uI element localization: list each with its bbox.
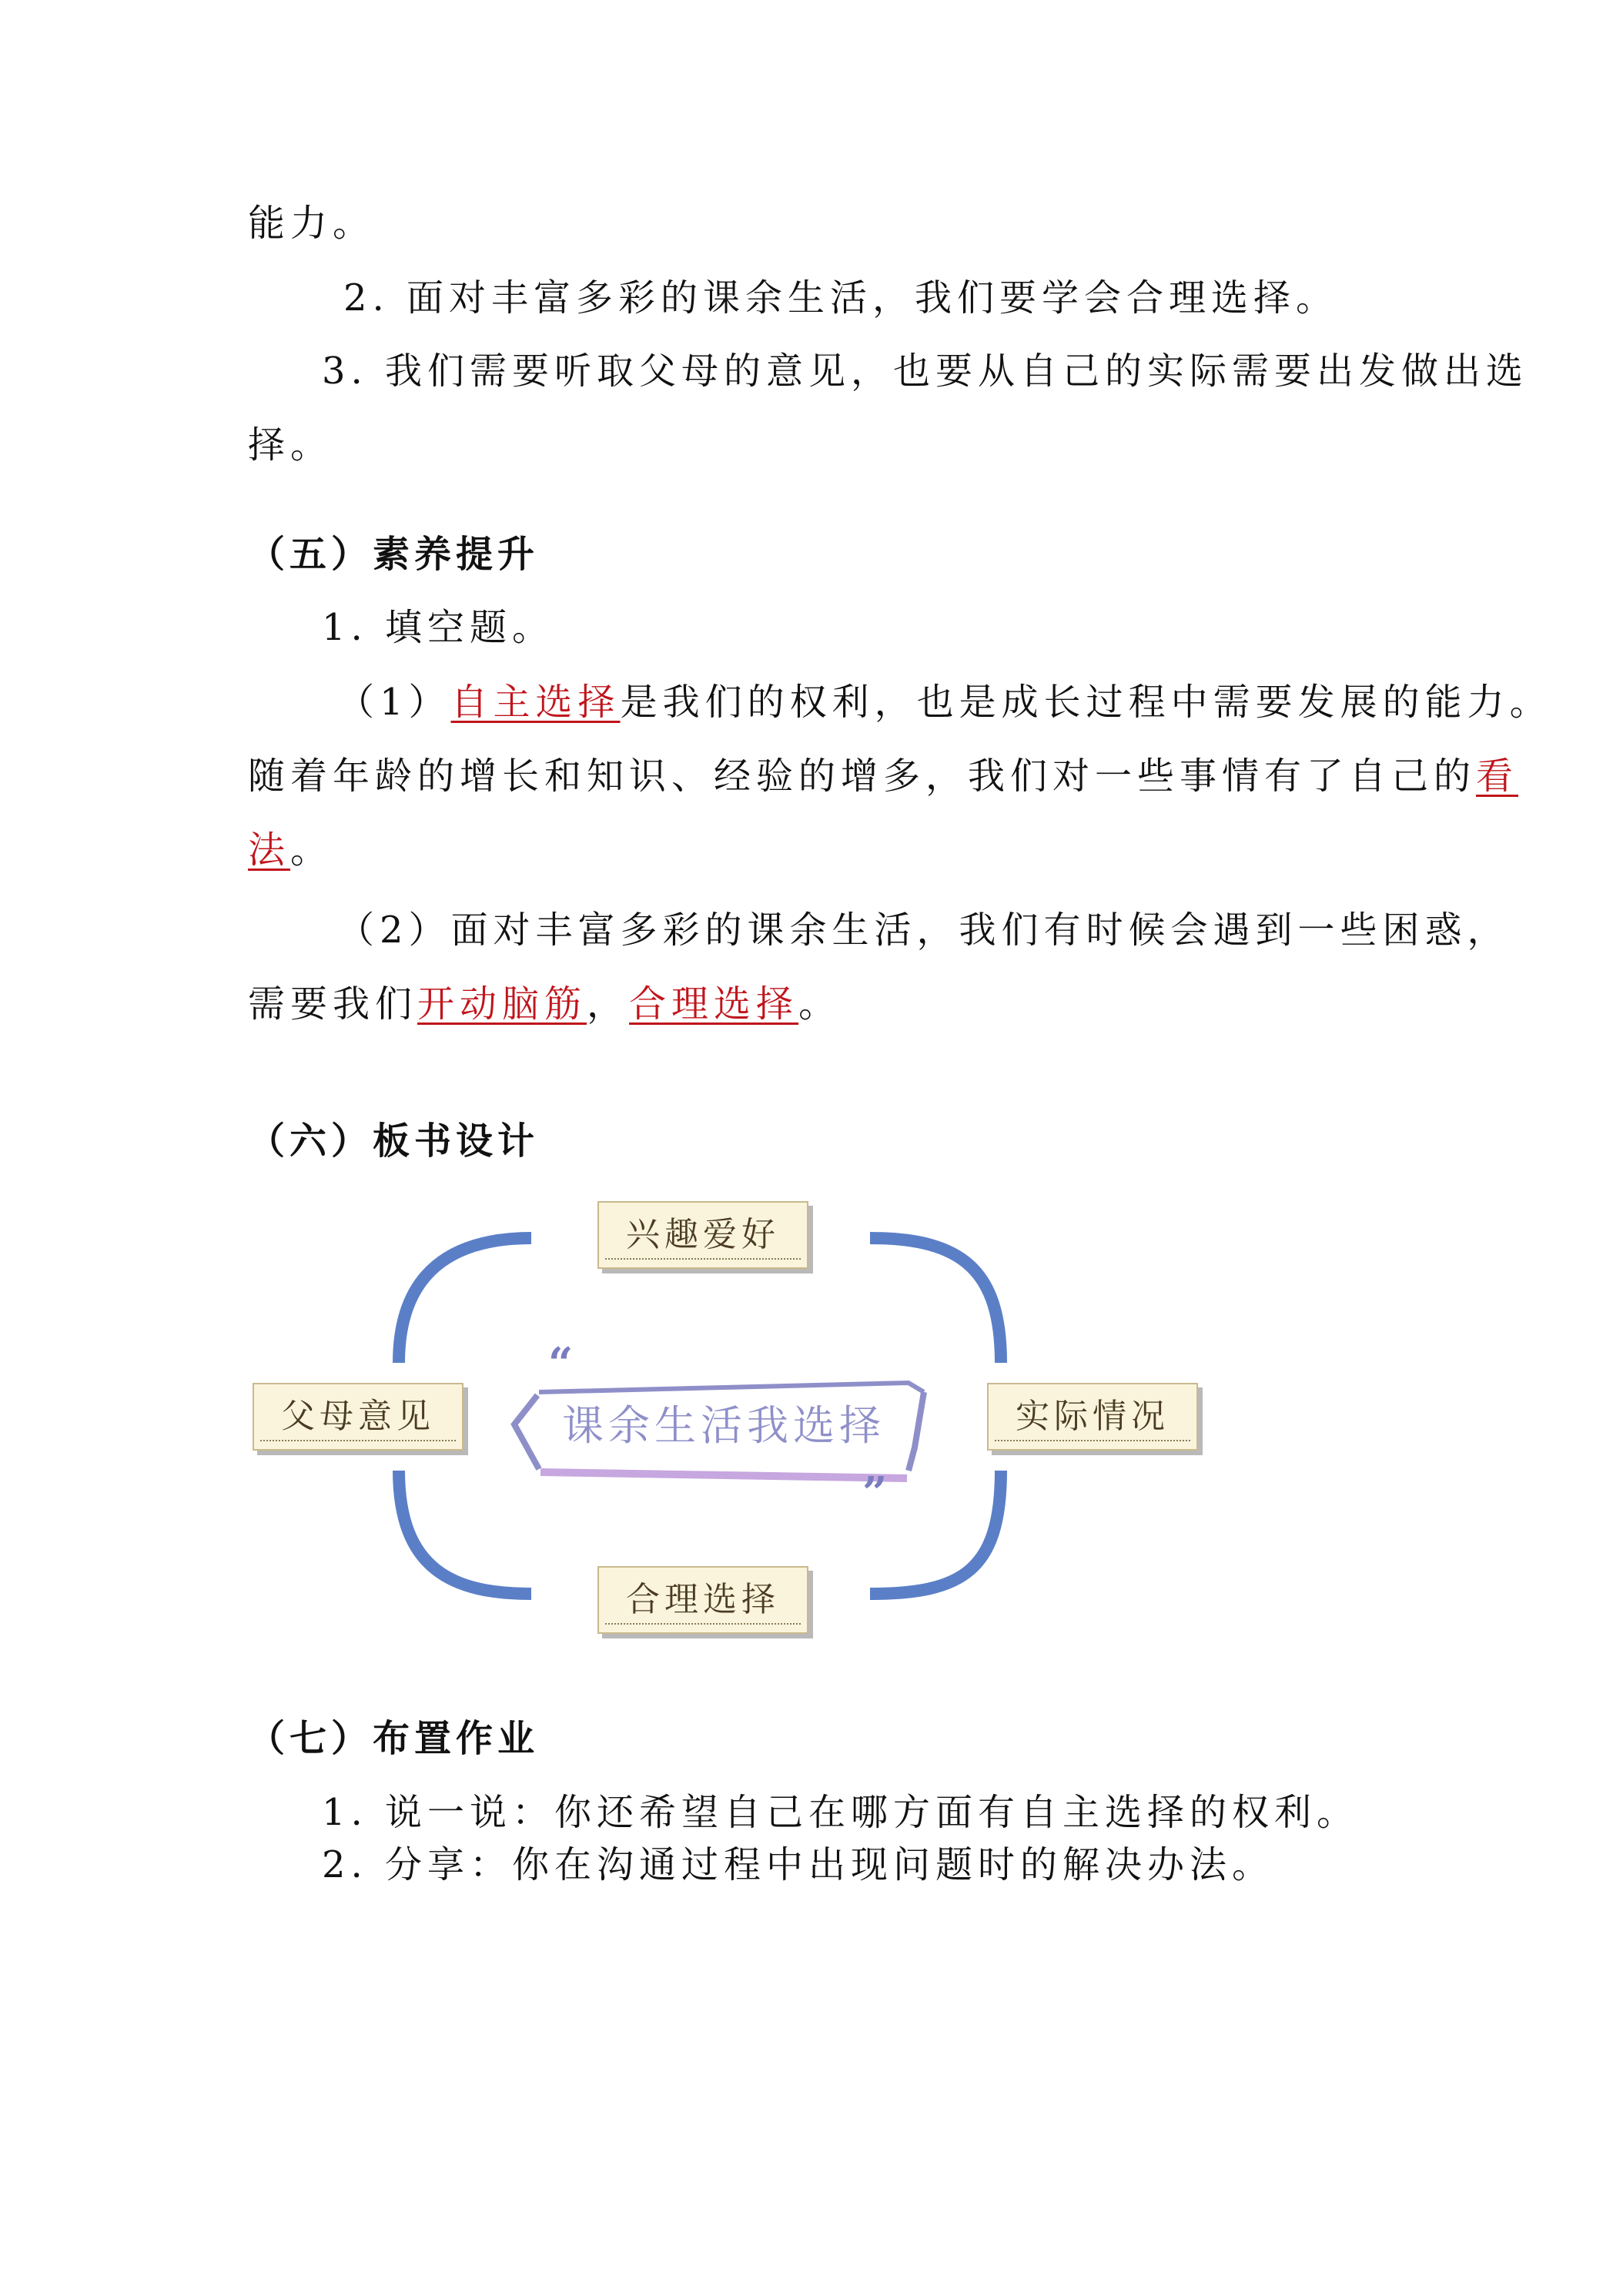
fill-item-1-line3	[248, 825, 333, 875]
board-card-left: 父母意见	[253, 1383, 463, 1451]
homework-item: 2. 分享：你在沟通过程中出现问题时的解决办法。	[322, 1843, 1275, 1886]
answer-text: 自主选择	[450, 681, 621, 724]
section-heading: （六）板书设计	[248, 1120, 540, 1163]
fill-item-2-line2	[248, 979, 841, 1029]
arc-top-right	[870, 1238, 1001, 1363]
answer-text: 合理选择	[629, 982, 799, 1026]
fill-item-1-line2	[248, 751, 1518, 801]
section-heading: （五）素养提升	[248, 533, 540, 576]
fill-item-2: （2）面对丰富多彩的课余生活，我们有时候会遇到一些困惑，	[337, 909, 1510, 952]
board-design-diagram	[246, 1186, 1216, 1663]
item-text: 随着年龄的增长和知识、经验的增多，我们对一些事情有了自己的	[248, 755, 1477, 798]
item-text: 是我们的权利，也是成长过程中需要发展的能力。	[620, 681, 1552, 724]
punctuation: ，	[587, 982, 630, 1026]
answer-text: 看	[1476, 755, 1519, 798]
paragraph: 择。	[248, 423, 333, 467]
quote-mark-close: ”	[862, 1468, 888, 1518]
punctuation: 。	[290, 828, 333, 872]
fill-item-1	[337, 678, 1552, 727]
answer-text: 开动脑筋	[417, 982, 587, 1026]
arc-bottom-left	[399, 1471, 531, 1594]
arc-top-left	[399, 1238, 531, 1363]
item-text: 需要我们	[248, 982, 418, 1026]
paragraph: 2. 面对丰富多彩的课余生活，我们要学会合理选择。	[343, 276, 1339, 320]
arc-bottom-right	[870, 1471, 1001, 1594]
item-number: （1）	[337, 681, 451, 724]
homework-item: 1. 说一说：你还希望自己在哪方面有自主选择的权利。	[322, 1791, 1360, 1834]
board-card-top: 兴趣爱好	[597, 1201, 808, 1269]
quote-mark-open: “	[548, 1338, 574, 1389]
board-card-right: 实际情况	[987, 1383, 1198, 1451]
paragraph: 3. 我们需要听取父母的意见，也要从自己的实际需要出发做出选	[322, 350, 1529, 393]
question-title: 1. 填空题。	[322, 606, 555, 649]
board-center-title: 课余生活我选择	[562, 1401, 885, 1450]
board-card-bottom: 合理选择	[597, 1566, 808, 1634]
paragraph: 能力。	[248, 202, 376, 245]
answer-text: 法	[248, 828, 291, 872]
section-heading: （七）布置作业	[248, 1717, 540, 1760]
punctuation: 。	[798, 982, 842, 1026]
